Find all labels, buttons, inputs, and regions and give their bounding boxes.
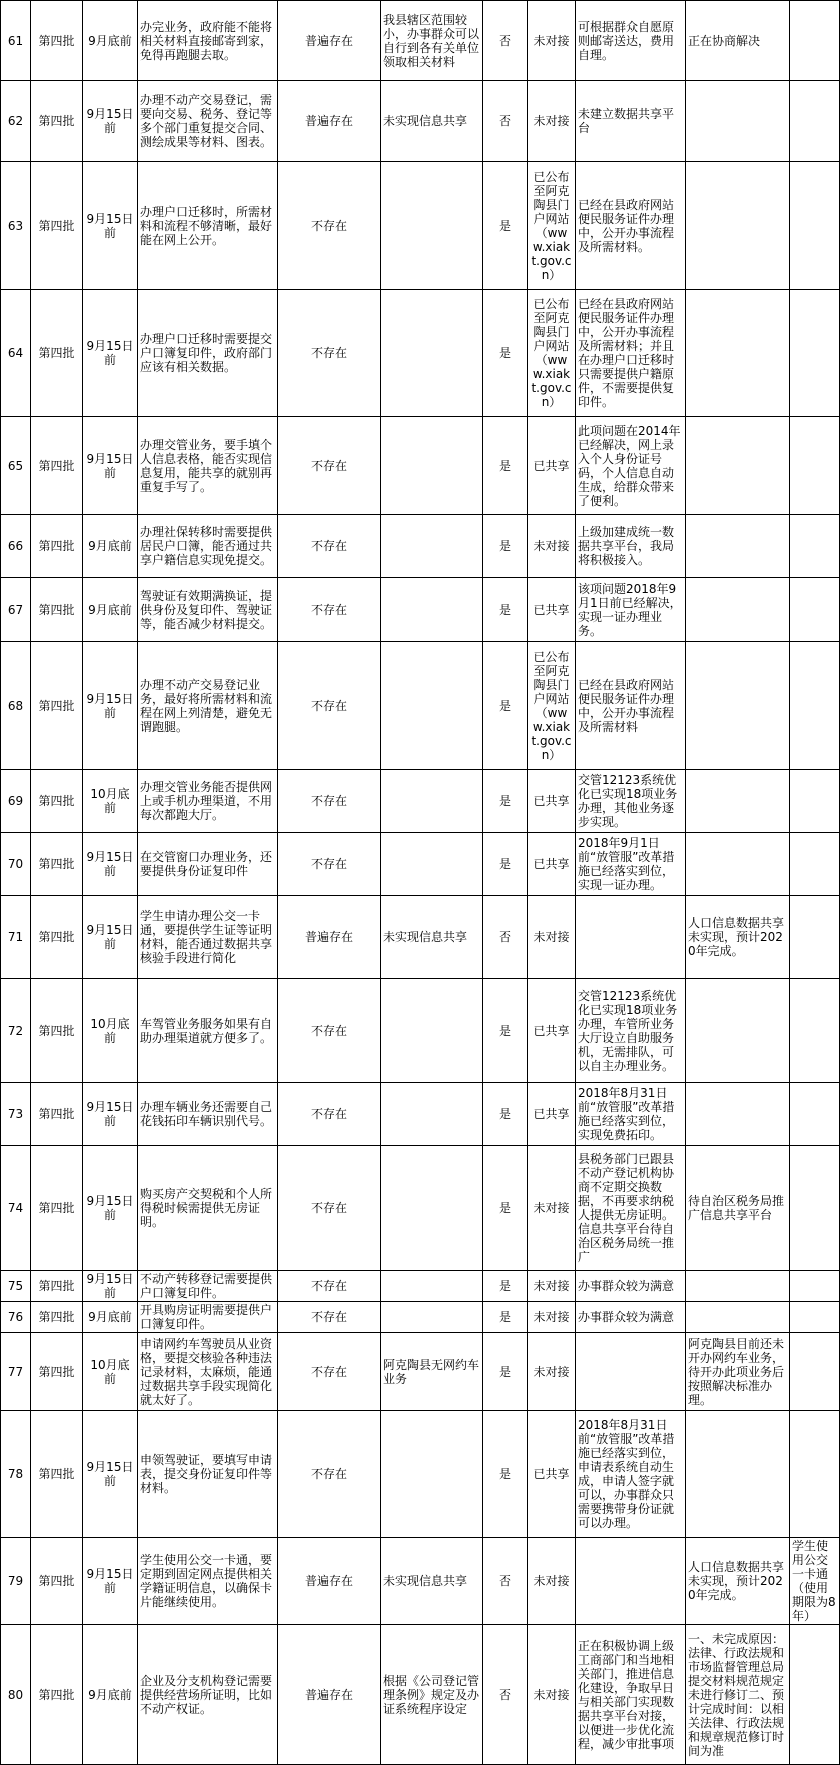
reason-cell <box>381 417 483 515</box>
table-row <box>1 1302 840 1333</box>
note-cell <box>790 1083 840 1146</box>
batch-cell: 第四批 <box>31 642 83 770</box>
progress-cell: 办事群众较为满意 <box>576 1271 686 1302</box>
remark-cell: 人口信息数据共享未实现，预计2020年完成。 <box>686 1538 790 1625</box>
remark-cell <box>686 642 790 770</box>
status-cell: 不存在 <box>278 290 381 417</box>
row-number: 73 <box>1 1083 31 1146</box>
remark-cell <box>686 979 790 1083</box>
batch-cell: 第四批 <box>31 417 83 515</box>
reason-cell <box>381 770 483 833</box>
issue-cell: 办理不动产交易登记业务，最好将所需材料和流程在网上列清楚，避免无谓跑腿。 <box>138 642 278 770</box>
batch-cell: 第四批 <box>31 162 83 290</box>
shared-cell: 否 <box>483 1625 528 1765</box>
issue-cell: 办理交管业务，要手填个人信息表格，能否实现信息复用，能共享的就别再重复手写了。 <box>138 417 278 515</box>
batch-cell: 第四批 <box>31 1271 83 1302</box>
issue-cell: 申领驾驶证，要填写申请表，提交身份证复印件等材料。 <box>138 1411 278 1538</box>
status-cell: 不存在 <box>278 1302 381 1333</box>
dock-cell: 已公布至阿克陶县门户网站（www.xiakt.gov.cn） <box>528 642 576 770</box>
batch-cell: 第四批 <box>31 896 83 979</box>
reason-cell: 未实现信息共享 <box>381 1538 483 1625</box>
table-row <box>1 1083 840 1146</box>
note-cell <box>790 642 840 770</box>
reason-cell <box>381 642 483 770</box>
issue-cell: 学生使用公交一卡通，要定期到固定网点提供相关学籍证明信息，以确保卡片能继续使用。 <box>138 1538 278 1625</box>
table-row <box>1 979 840 1083</box>
batch-cell: 第四批 <box>31 290 83 417</box>
deadline-cell: 9月15日前 <box>83 1146 138 1271</box>
status-cell: 不存在 <box>278 578 381 642</box>
dock-cell: 未对接 <box>528 1 576 81</box>
note-cell <box>790 81 840 162</box>
note-cell <box>790 833 840 896</box>
shared-cell: 是 <box>483 515 528 578</box>
remark-cell <box>686 1302 790 1333</box>
shared-cell: 是 <box>483 1411 528 1538</box>
issue-cell: 办理交管业务能否提供网上或手机办理渠道，不用每次都跑大厅。 <box>138 770 278 833</box>
progress-cell: 已经在县政府网站便民服务证件办理中，公开办事流程及所需材料。 <box>576 162 686 290</box>
row-number: 80 <box>1 1625 31 1765</box>
table-row <box>1 162 840 290</box>
progress-cell <box>576 1333 686 1411</box>
progress-cell: 交管12123系统优化已实现18项业务办理，其他业务逐步实现。 <box>576 770 686 833</box>
deadline-cell: 9月底前 <box>83 1 138 81</box>
deadline-cell: 9月底前 <box>83 578 138 642</box>
status-cell: 不存在 <box>278 515 381 578</box>
issue-cell: 办理户口迁移时需要提交户口簿复印件，政府部门应该有相关数据。 <box>138 290 278 417</box>
dock-cell: 已公布至阿克陶县门户网站（www.xiakt.gov.cn） <box>528 162 576 290</box>
batch-cell: 第四批 <box>31 1083 83 1146</box>
status-cell: 普遍存在 <box>278 896 381 979</box>
dock-cell: 未对接 <box>528 81 576 162</box>
dock-cell: 已共享 <box>528 833 576 896</box>
issue-cell: 企业及分支机构登记需要提供经营场所证明，比如不动产权证。 <box>138 1625 278 1765</box>
batch-cell: 第四批 <box>31 1411 83 1538</box>
status-cell: 不存在 <box>278 162 381 290</box>
remark-cell <box>686 1083 790 1146</box>
batch-cell: 第四批 <box>31 1146 83 1271</box>
issue-cell: 办理不动产交易登记，需要向交易、税务、登记等多个部门重复提交合同、测绘成果等材料、图表。 <box>138 81 278 162</box>
remark-cell <box>686 578 790 642</box>
note-cell <box>790 1411 840 1538</box>
remark-cell <box>686 290 790 417</box>
remark-cell <box>686 1271 790 1302</box>
shared-cell: 是 <box>483 1271 528 1302</box>
deadline-cell: 9月15日前 <box>83 833 138 896</box>
status-cell: 不存在 <box>278 1333 381 1411</box>
shared-cell: 是 <box>483 1333 528 1411</box>
remark-cell <box>686 81 790 162</box>
progress-cell: 上级加建成统一数据共享平台，我局将积极接入。 <box>576 515 686 578</box>
status-cell: 普遍存在 <box>278 1625 381 1765</box>
reason-cell <box>381 1302 483 1333</box>
deadline-cell: 9月15日前 <box>83 1411 138 1538</box>
dock-cell: 已共享 <box>528 770 576 833</box>
note-cell <box>790 417 840 515</box>
issue-cell: 不动产转移登记需要提供户口簿复印件。 <box>138 1271 278 1302</box>
issue-cell: 办理户口迁移时，所需材料和流程不够清晰，最好能在网上公开。 <box>138 162 278 290</box>
deadline-cell: 9月15日前 <box>83 1538 138 1625</box>
batch-cell: 第四批 <box>31 1 83 81</box>
shared-cell: 是 <box>483 979 528 1083</box>
table-row <box>1 1271 840 1302</box>
reason-cell: 阿克陶县无网约车业务 <box>381 1333 483 1411</box>
remark-cell <box>686 515 790 578</box>
status-cell: 不存在 <box>278 770 381 833</box>
shared-cell: 是 <box>483 770 528 833</box>
deadline-cell: 9月15日前 <box>83 162 138 290</box>
deadline-cell: 9月15日前 <box>83 1083 138 1146</box>
deadline-cell: 10月底前 <box>83 770 138 833</box>
note-cell <box>790 1333 840 1411</box>
note-cell <box>790 290 840 417</box>
row-number: 64 <box>1 290 31 417</box>
deadline-cell: 10月底前 <box>83 1333 138 1411</box>
deadline-cell: 9月15日前 <box>83 642 138 770</box>
remark-cell <box>686 162 790 290</box>
progress-cell: 交管12123系统优化已实现18项业务办理，车管所业务大厅设立自助服务机，无需排队，可以自主办理业务。 <box>576 979 686 1083</box>
table-row <box>1 515 840 578</box>
status-cell: 不存在 <box>278 417 381 515</box>
dock-cell: 已共享 <box>528 417 576 515</box>
issue-cell: 开具购房证明需要提供户口簿复印件。 <box>138 1302 278 1333</box>
batch-cell: 第四批 <box>31 1333 83 1411</box>
progress-cell: 县税务部门已跟县不动产登记机构协商不定期交换数据，不再要求纳税人提供无房证明。信息共享平台待自治区税务局统一推广 <box>576 1146 686 1271</box>
shared-cell: 是 <box>483 417 528 515</box>
dock-cell: 未对接 <box>528 1538 576 1625</box>
dock-cell: 已共享 <box>528 1083 576 1146</box>
reason-cell <box>381 1083 483 1146</box>
issue-cell: 申请网约车驾驶员从业资格，要提交核验各种违法记录材料，太麻烦，能通过数据共享手段实现简化就太好了。 <box>138 1333 278 1411</box>
status-cell: 普遍存在 <box>278 1538 381 1625</box>
remark-cell <box>686 770 790 833</box>
reason-cell <box>381 162 483 290</box>
note-cell <box>790 515 840 578</box>
status-cell: 不存在 <box>278 1083 381 1146</box>
issue-cell: 购买房产交契税和个人所得税时候需提供无房证明。 <box>138 1146 278 1271</box>
status-cell: 不存在 <box>278 1271 381 1302</box>
row-number: 76 <box>1 1302 31 1333</box>
deadline-cell: 9月底前 <box>83 515 138 578</box>
remark-cell <box>686 1411 790 1538</box>
row-number: 69 <box>1 770 31 833</box>
status-cell: 不存在 <box>278 1146 381 1271</box>
shared-cell: 是 <box>483 1146 528 1271</box>
reason-cell <box>381 578 483 642</box>
status-cell: 不存在 <box>278 833 381 896</box>
table-row <box>1 642 840 770</box>
dock-cell: 未对接 <box>528 1333 576 1411</box>
reason-cell <box>381 1146 483 1271</box>
note-cell: 学生使用公交一卡通（使用期限为8年） <box>790 1538 840 1625</box>
progress-cell: 2018年9月1日前“放管服”改革措施已经落实到位，实现一证办理。 <box>576 833 686 896</box>
progress-cell: 未建立数据共享平台 <box>576 81 686 162</box>
table-body <box>1 1 840 1765</box>
status-cell: 不存在 <box>278 1411 381 1538</box>
reason-cell: 未实现信息共享 <box>381 81 483 162</box>
progress-cell <box>576 896 686 979</box>
shared-cell: 是 <box>483 1302 528 1333</box>
deadline-cell: 9月底前 <box>83 1302 138 1333</box>
batch-cell: 第四批 <box>31 833 83 896</box>
table-row <box>1 1538 840 1625</box>
batch-cell: 第四批 <box>31 1538 83 1625</box>
batch-cell: 第四批 <box>31 979 83 1083</box>
issue-cell: 办理社保转移时需要提供居民户口簿，能否通过共享户籍信息实现免提交。 <box>138 515 278 578</box>
shared-cell: 否 <box>483 1538 528 1625</box>
row-number: 67 <box>1 578 31 642</box>
row-number: 74 <box>1 1146 31 1271</box>
note-cell <box>790 1146 840 1271</box>
progress-cell: 正在积极协调上级工商部门和当地相关部门，推进信息化建设，争取早日与相关部门实现数据共享平台对接，以便进一步优化流程，减少审批事项 <box>576 1625 686 1765</box>
reason-cell <box>381 290 483 417</box>
dock-cell: 未对接 <box>528 515 576 578</box>
table-row <box>1 896 840 979</box>
reason-cell: 未实现信息共享 <box>381 896 483 979</box>
table-row <box>1 770 840 833</box>
shared-cell: 是 <box>483 1083 528 1146</box>
shared-cell: 是 <box>483 833 528 896</box>
issue-cell: 在交管窗口办理业务，还要提供身份证复印件 <box>138 833 278 896</box>
table-row <box>1 833 840 896</box>
remark-cell: 阿克陶县目前还未开办网约车业务，待开办此项业务后按照解决标准办理。 <box>686 1333 790 1411</box>
dock-cell: 未对接 <box>528 1625 576 1765</box>
row-number: 70 <box>1 833 31 896</box>
row-number: 61 <box>1 1 31 81</box>
progress-cell: 可根据群众自愿原则邮寄送达，费用自理。 <box>576 1 686 81</box>
table-row <box>1 1146 840 1271</box>
dock-cell: 已共享 <box>528 578 576 642</box>
progress-cell: 此项问题在2014年已经解决，网上录入个人身份证号码，个人信息自动生成，给群众带来了便利。 <box>576 417 686 515</box>
row-number: 62 <box>1 81 31 162</box>
row-number: 78 <box>1 1411 31 1538</box>
row-number: 71 <box>1 896 31 979</box>
note-cell <box>790 1 840 81</box>
row-number: 68 <box>1 642 31 770</box>
remark-cell: 一、未完成原因：法律、行政法规和市场监督管理总局提交材料规范规定未进行修订二、预计完成时间：以相关法律、行政法规和规章规范修订时间为准 <box>686 1625 790 1765</box>
reason-cell <box>381 1411 483 1538</box>
reason-cell <box>381 979 483 1083</box>
remark-cell: 人口信息数据共享未实现，预计2020年完成。 <box>686 896 790 979</box>
progress-cell: 该项问题2018年9月1日前已经解决，实现一证办理业务。 <box>576 578 686 642</box>
dock-cell: 未对接 <box>528 1271 576 1302</box>
dock-cell: 未对接 <box>528 1302 576 1333</box>
issue-cell: 办完业务，政府能不能将相关材料直接邮寄到家，免得再跑腿去取。 <box>138 1 278 81</box>
deadline-cell: 9月15日前 <box>83 81 138 162</box>
table-row <box>1 417 840 515</box>
note-cell <box>790 770 840 833</box>
note-cell <box>790 1271 840 1302</box>
deadline-cell: 9月15日前 <box>83 1271 138 1302</box>
reason-cell <box>381 1271 483 1302</box>
batch-cell: 第四批 <box>31 1302 83 1333</box>
shared-cell: 是 <box>483 642 528 770</box>
shared-cell: 否 <box>483 81 528 162</box>
table-row <box>1 290 840 417</box>
row-number: 66 <box>1 515 31 578</box>
deadline-cell: 10月底前 <box>83 979 138 1083</box>
remark-cell <box>686 833 790 896</box>
reason-cell: 根据《公司登记管理条例》规定及办证系统程序设定 <box>381 1625 483 1765</box>
shared-cell: 是 <box>483 162 528 290</box>
table-row <box>1 1 840 81</box>
batch-cell: 第四批 <box>31 578 83 642</box>
table-row <box>1 81 840 162</box>
note-cell <box>790 578 840 642</box>
remark-cell <box>686 417 790 515</box>
progress-cell: 已经在县政府网站便民服务证件办理中，公开办事流程及所需材料 <box>576 642 686 770</box>
shared-cell: 否 <box>483 896 528 979</box>
dock-cell: 未对接 <box>528 896 576 979</box>
table-row <box>1 1625 840 1765</box>
progress-cell: 已经在县政府网站便民服务证件办理中，公开办事流程及所需材料；并且在办理户口迁移时只需要提供户籍原件，不需要提供复印件。 <box>576 290 686 417</box>
table-row <box>1 1411 840 1538</box>
table-row <box>1 1333 840 1411</box>
shared-cell: 是 <box>483 578 528 642</box>
status-cell: 普遍存在 <box>278 81 381 162</box>
row-number: 79 <box>1 1538 31 1625</box>
note-cell <box>790 162 840 290</box>
note-cell <box>790 896 840 979</box>
row-number: 63 <box>1 162 31 290</box>
deadline-cell: 9月底前 <box>83 1625 138 1765</box>
note-cell <box>790 979 840 1083</box>
dock-cell: 已共享 <box>528 979 576 1083</box>
progress-cell <box>576 1538 686 1625</box>
progress-cell: 办事群众较为满意 <box>576 1302 686 1333</box>
shared-cell: 是 <box>483 290 528 417</box>
progress-cell: 2018年8月31日前“放管服”改革措施已经落实到位，实现免费拓印。 <box>576 1083 686 1146</box>
row-number: 75 <box>1 1271 31 1302</box>
note-cell <box>790 1302 840 1333</box>
dock-cell: 已公布至阿克陶县门户网站（www.xiakt.gov.cn） <box>528 290 576 417</box>
deadline-cell: 9月15日前 <box>83 417 138 515</box>
table-row <box>1 578 840 642</box>
progress-cell: 2018年8月31日前“放管服”改革措施已经落实到位，申请表系统自动生成，申请人签字就可以，办事群众只需要携带身份证就可以办理。 <box>576 1411 686 1538</box>
issue-cell: 车驾管业务服务如果有自助办理渠道就方便多了。 <box>138 979 278 1083</box>
dock-cell: 已共享 <box>528 1411 576 1538</box>
row-number: 77 <box>1 1333 31 1411</box>
batch-cell: 第四批 <box>31 81 83 162</box>
status-cell: 不存在 <box>278 642 381 770</box>
row-number: 72 <box>1 979 31 1083</box>
batch-cell: 第四批 <box>31 770 83 833</box>
reason-cell <box>381 833 483 896</box>
remark-cell: 正在协商解决 <box>686 1 790 81</box>
batch-cell: 第四批 <box>31 1625 83 1765</box>
status-cell: 不存在 <box>278 979 381 1083</box>
row-number: 65 <box>1 417 31 515</box>
batch-cell: 第四批 <box>31 515 83 578</box>
note-cell <box>790 1625 840 1765</box>
status-cell: 普遍存在 <box>278 1 381 81</box>
issue-cell: 驾驶证有效期满换证，提供身份及复印件、驾驶证等，能否减少材料提交。 <box>138 578 278 642</box>
reason-cell: 我县辖区范围较小，办事群众可以自行到各有关单位领取相关材料 <box>381 1 483 81</box>
deadline-cell: 9月15日前 <box>83 896 138 979</box>
remark-cell: 待自治区税务局推广信息共享平台 <box>686 1146 790 1271</box>
deadline-cell: 9月15日前 <box>83 290 138 417</box>
shared-cell: 否 <box>483 1 528 81</box>
dock-cell: 未对接 <box>528 1146 576 1271</box>
issue-cell: 办理车辆业务还需要自己花钱拓印车辆识别代号。 <box>138 1083 278 1146</box>
reason-cell <box>381 515 483 578</box>
issue-cell: 学生申请办理公交一卡通，要提供学生证等证明材料，能否通过数据共享核验手段进行简化 <box>138 896 278 979</box>
